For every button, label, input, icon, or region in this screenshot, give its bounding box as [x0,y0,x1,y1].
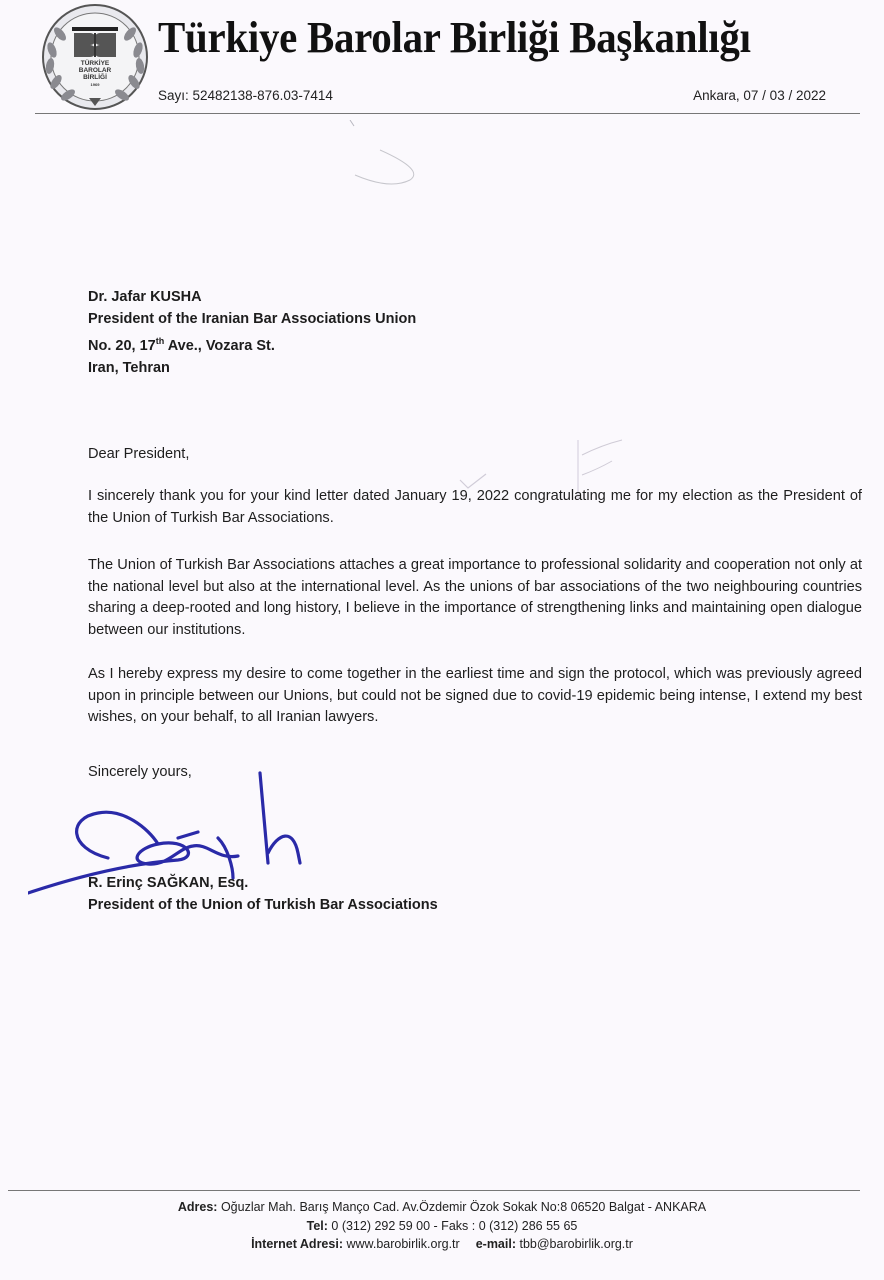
footer-web-line [0,1235,884,1254]
bar-association-logo-icon [36,0,154,112]
body-paragraph: As I hereby express my desire to come together in the earliest time and sign the protocol, which was previously agreed upon in principle between our Unions, but could not be signed due to covid-19 epidemic being intense, I extend my best wishes, on your behalf, to all Iranian lawyers. [88,666,862,725]
logo-text-line: BİRLİĞİ [83,74,107,81]
recipient-address [88,330,416,357]
letter-date: Ankara, 07 / 03 / 2022 [693,88,826,103]
salutation: Dear President, [88,446,190,462]
body-paragraph: I sincerely thank you for your kind letter dated January 19, 2022 congratulating me for my election as the President of the Union of Turkish Bar Associations. [88,488,862,526]
header-divider [35,113,860,114]
footer-phone-line [0,1217,884,1236]
email-label: e-mail: [475,1237,516,1251]
footer [0,1198,884,1254]
body-paragraph: The Union of Turkish Bar Associations attaches a great importance to professional solidarity and cooperation not only at the national level but also at the international level. As the unions of bar associations of the two neighbouring countries sharing a deep-rooted and long history, I believe in the importance of strengthening links and maintaining open dialogue between our institutions. [88,557,862,638]
signer-block [88,872,438,916]
pencil-mark-decoration [340,120,430,190]
footer-divider [8,1190,860,1191]
tel-label: Tel: [306,1218,328,1233]
logo-text-line: BAROLAR [78,67,112,74]
logo-text [72,60,118,88]
reference-number: Sayı: 52482138-876.03-7414 [158,88,333,103]
organization-title: Türkiye Barolar Birliği Başkanlığı [158,13,751,62]
signer-title: President of the Union of Turkish Bar Associations [88,897,438,913]
footer-address-line [0,1198,884,1217]
signer-name: R. Erinç SAĞKAN, Esq. [88,875,249,891]
closing: Sincerely yours, [88,764,192,780]
recipient-title: President of the Iranian Bar Associations Union [88,311,417,327]
address-label: Adres: [177,1200,218,1214]
email-link[interactable]: tbb@barobirlik.org.tr [519,1237,633,1251]
recipient-address-number: No. 20, 17 [88,337,156,354]
website-link[interactable]: www.barobirlik.org.tr [346,1237,460,1251]
recipient-block [88,286,416,379]
recipient-city: Iran, Tehran [88,359,170,376]
logo-text-line: 1969 [90,82,100,87]
address-value: Oğuzlar Mah. Barış Manço Cad. Av.Özdemir Özok Sokak No:8 06520 Balgat - ANKARA [220,1200,707,1214]
recipient-address-street: Ave., Vozara St. [164,337,275,354]
tel-value: 0 (312) 292 59 00 - Faks : 0 (312) 286 55 65 [331,1218,578,1233]
logo-text-line: TÜRKİYE [80,60,110,67]
recipient-name: Dr. Jafar KUSHA [88,289,202,305]
recipient-address-suffix: th [155,336,165,346]
web-label: İnternet Adresi: [251,1237,343,1251]
